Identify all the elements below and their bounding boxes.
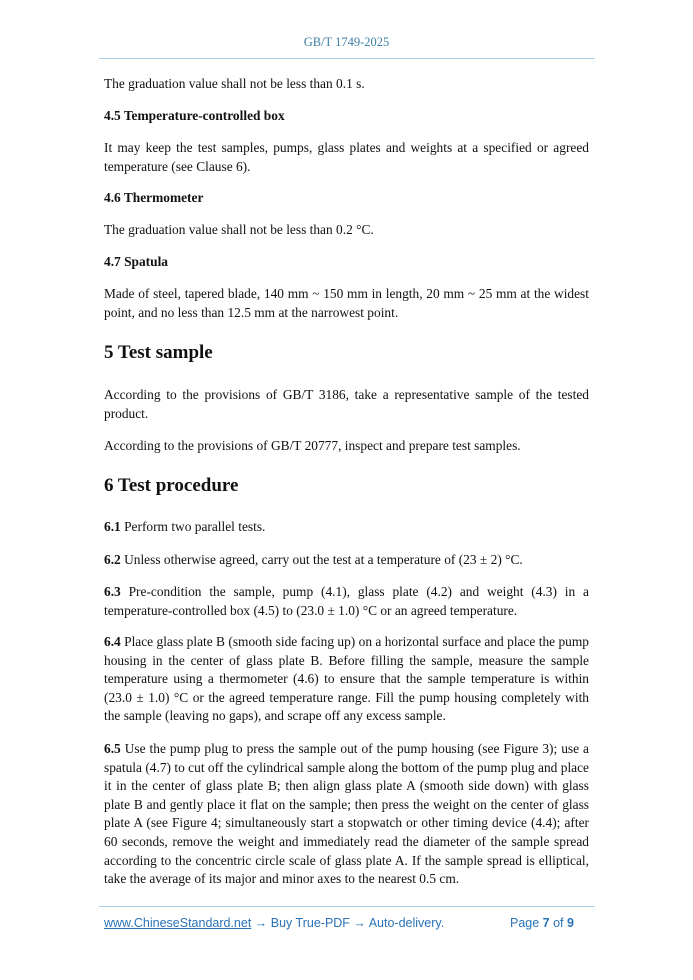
paragraph: According to the provisions of GB/T 3186, take a representative sample of the tested product.	[104, 387, 589, 421]
header-doc-id: GB/T 1749-2025	[303, 35, 390, 49]
clause-number: 6.1	[104, 519, 121, 534]
paragraph: The graduation value shall not be less than 0.2 °C.	[104, 222, 374, 237]
clause-text: Use the pump plug to press the sample out of the pump housing (see Figure 3); use a spatula (4.7) to cut off the cylindrical sample along the bottom of the pump plug and place it in the center of glass plate B; then align glass plate A (smooth side down) with glass plate B and gently place it flat on the sample; then press the weight on the center of glass plate A (see Figure 4; simultaneously start a stopwatch or other timing device (4.4); after 60 seconds, remove the weight and immediately read the diameter of the sample spread according to the concentric circle scale of glass plate A. If the sample spread is elliptical, take the average of its major and minor axes to the nearest 0.5 cm.	[104, 741, 589, 887]
clause-number: 6.2	[104, 552, 121, 567]
footer-tagline: → Buy True-PDF → Auto-delivery.	[251, 916, 445, 930]
clause-6-2	[104, 551, 589, 570]
clause-text: Place glass plate B (smooth side facing up) on a horizontal surface and place the pump housing in the center of glass plate B. Before filling the sample, measure the sample temperature using a thermometer (4.6) to ensure that the sample temperature is within (23.0 ± 1.0) °C or the agreed temperature range. Fill the pump housing completely with the sample (leaving no gaps), and scrape off any excess sample.	[104, 634, 589, 724]
clause-number: 6.3	[104, 584, 121, 599]
website-link[interactable]: www.ChineseStandard.net	[104, 916, 252, 930]
clause-number: 6.5	[104, 741, 121, 756]
paragraph: Made of steel, tapered blade, 140 mm ~ 150 mm in length, 20 mm ~ 25 mm at the widest point, and no less than 12.5 mm at the narrowest point.	[104, 286, 589, 320]
heading-4-5: 4.5 Temperature-controlled box	[104, 108, 285, 123]
page-number: 7	[542, 916, 550, 930]
clause-6-1	[104, 518, 589, 537]
of-label: of	[549, 916, 567, 930]
heading-6: 6 Test procedure	[104, 475, 239, 496]
clause-6-5	[104, 740, 589, 889]
heading-5: 5 Test sample	[104, 342, 213, 363]
heading-4-7: 4.7 Spatula	[104, 254, 168, 269]
page-label: Page	[510, 916, 543, 930]
paragraph: The graduation value shall not be less than 0.1 s.	[104, 76, 365, 91]
clause-text: Perform two parallel tests.	[120, 519, 266, 534]
paragraph: It may keep the test samples, pumps, glass plates and weights at a specified or agreed temperature (see Clause 6).	[104, 140, 589, 174]
page-indicator	[510, 916, 574, 930]
clause-text: Pre-condition the sample, pump (4.1), glass plate (4.2) and weight (4.3) in a temperature-controlled box (4.5) to (23.0 ± 1.0) °C or an agreed temperature.	[104, 584, 589, 618]
clause-6-4	[104, 633, 589, 726]
clause-6-3	[104, 583, 589, 620]
heading-4-6: 4.6 Thermometer	[104, 190, 204, 205]
clause-number: 6.4	[104, 634, 121, 649]
footer-promo	[104, 916, 444, 930]
clause-text: Unless otherwise agreed, carry out the test at a temperature of (23 ± 2) °C.	[120, 552, 523, 567]
paragraph: According to the provisions of GB/T 20777, inspect and prepare test samples.	[104, 438, 521, 453]
page-total: 9	[567, 916, 574, 930]
footer-rule	[99, 906, 595, 907]
header-rule	[99, 58, 595, 59]
